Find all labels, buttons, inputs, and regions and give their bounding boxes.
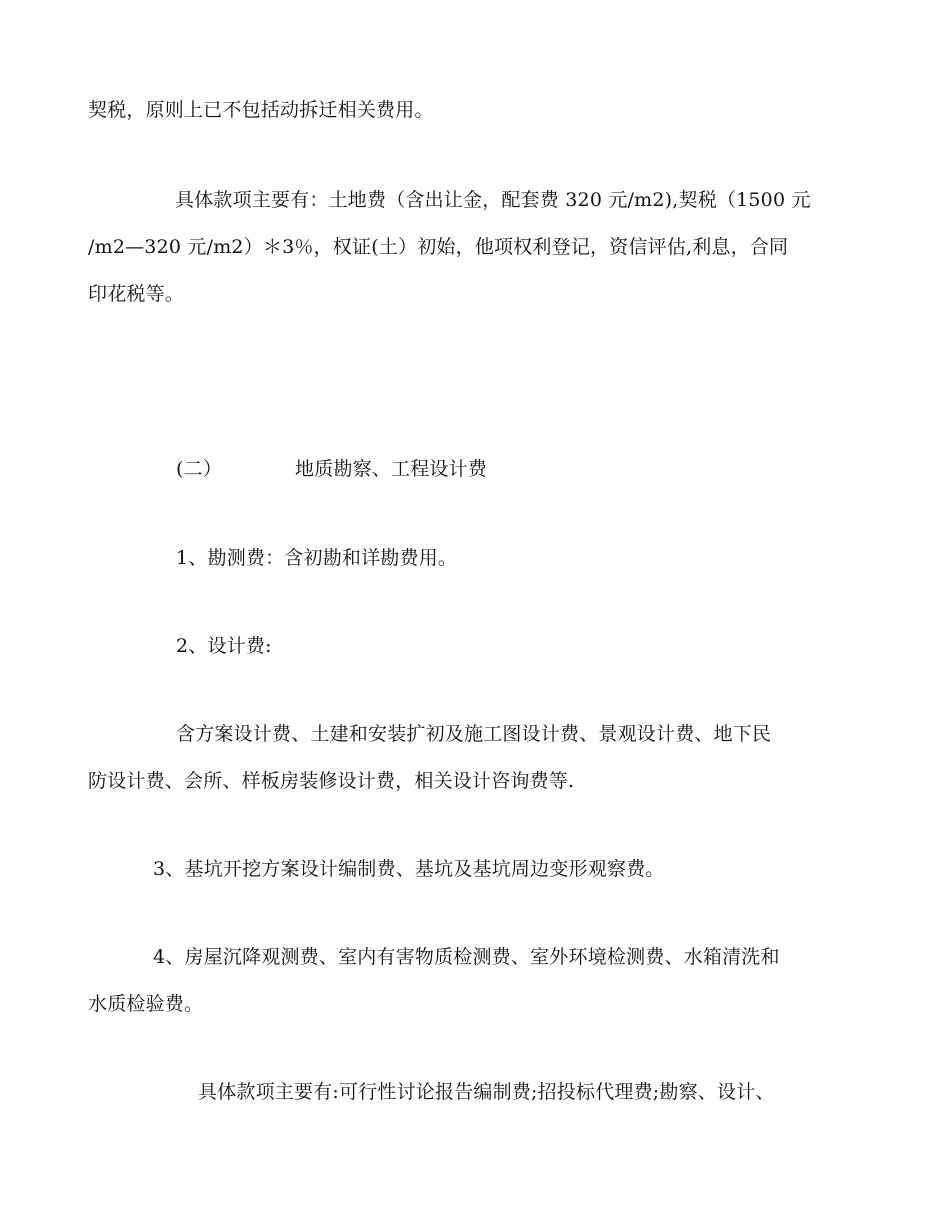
paragraph-line: 水质检验费。 xyxy=(88,993,204,1015)
paragraph-line: 具体款项主要有：土地费（含出让金，配套费 320 元/m2),契税（1500 元 xyxy=(175,189,811,211)
paragraph-line: 契税，原则上已不包括动拆迁相关费用。 xyxy=(88,99,434,121)
list-item: 1、勘测费：含初勘和详勘费用。 xyxy=(176,547,458,569)
paragraph-line: 印花税等。 xyxy=(88,283,185,305)
list-item: 4、房屋沉降观测费、室内有害物质检测费、室外环境检测费、水箱清洗和 xyxy=(153,946,780,968)
section-title: 地质勘察、工程设计费 xyxy=(295,458,488,480)
list-item: 2、设计费: xyxy=(176,635,272,657)
paragraph-line: 防设计费、会所、样板房装修设计费，相关设计咨询费等. xyxy=(88,770,575,792)
paragraph-line: 具体款项主要有:可行性讨论报告编制费;招投标代理费;勘察、设计、 xyxy=(198,1081,775,1103)
paragraph-line: 含方案设计费、土建和安装扩初及施工图设计费、景观设计费、地下民 xyxy=(176,723,772,745)
section-number: (二） xyxy=(176,458,223,480)
list-item: 3、基坑开挖方案设计编制费、基坑及基坑周边变形观察费。 xyxy=(153,858,665,880)
paragraph-line: /m2—320 元/m2）＊3％，权证(土）初始，他项权利登记，资信评估,利息，合同 xyxy=(88,236,789,258)
